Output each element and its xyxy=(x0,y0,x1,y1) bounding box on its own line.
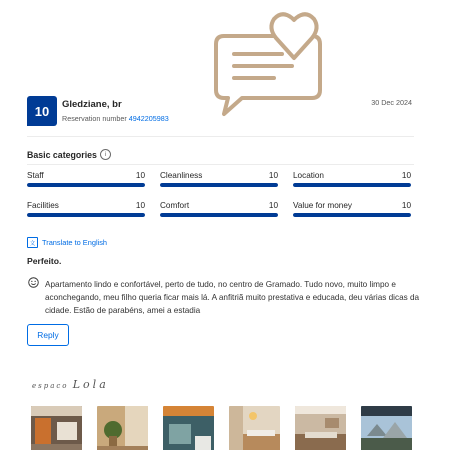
reply-button[interactable]: Reply xyxy=(27,324,69,346)
category-bar-fill xyxy=(27,213,145,217)
category-bar-fill xyxy=(293,213,411,217)
category-bar xyxy=(293,183,411,187)
translate-link[interactable] xyxy=(27,237,107,248)
category-staff xyxy=(27,171,145,187)
category-bar-fill xyxy=(293,183,411,187)
property-logo: espaco Lola xyxy=(32,378,109,391)
photo-strip xyxy=(31,406,412,450)
category-name: Location xyxy=(293,171,324,180)
category-score: 10 xyxy=(268,171,278,180)
smile-icon xyxy=(28,277,39,288)
reservation-info xyxy=(62,114,169,123)
category-facilities xyxy=(27,201,145,217)
photo-thumbnail[interactable] xyxy=(31,406,82,450)
category-score: 10 xyxy=(401,201,411,210)
review-score-badge: 10 xyxy=(27,96,57,126)
reservation-number-link[interactable]: 4942205983 xyxy=(128,114,169,123)
category-name: Comfort xyxy=(160,201,190,210)
category-cleanliness xyxy=(160,171,278,187)
category-name: Cleanliness xyxy=(160,171,203,180)
translate-label: Translate to English xyxy=(42,238,108,247)
category-bar xyxy=(293,213,411,217)
info-icon[interactable]: i xyxy=(100,149,111,160)
review-date: 30 Dec 2024 xyxy=(371,98,412,107)
category-score: 10 xyxy=(135,201,145,210)
category-name: Staff xyxy=(27,171,44,180)
category-score: 10 xyxy=(268,201,278,210)
category-name: Value for money xyxy=(293,201,353,210)
chat-heart-icon xyxy=(212,6,328,120)
photo-thumbnail[interactable] xyxy=(163,406,214,450)
divider xyxy=(27,136,414,137)
basic-categories-heading xyxy=(27,149,111,160)
photo-thumbnail[interactable] xyxy=(295,406,346,450)
reviewer-name: Gledziane, br xyxy=(62,99,122,110)
category-bar-fill xyxy=(160,183,278,187)
category-comfort xyxy=(160,201,278,217)
category-location xyxy=(293,171,411,187)
reservation-label: Reservation number xyxy=(62,114,127,123)
review-body: Apartamento lindo e confortável, perto de tudo, no centro de Gramado. Tudo novo, muito limpo e aconchegando, meu filho queria ficar mais lá. A anfitriã muito prestativa e educada, deu várias dicas da cidade. Estão de parabéns, amei a estadia xyxy=(45,280,420,316)
category-name: Facilities xyxy=(27,201,59,210)
photo-thumbnail[interactable] xyxy=(97,406,148,450)
category-score: 10 xyxy=(135,171,145,180)
category-value-for-money xyxy=(293,201,411,217)
category-bar-fill xyxy=(160,213,278,217)
category-bar xyxy=(160,213,278,217)
category-bar xyxy=(27,213,145,217)
category-bar xyxy=(160,183,278,187)
category-bar xyxy=(27,183,145,187)
category-bar-fill xyxy=(27,183,145,187)
category-score: 10 xyxy=(401,171,411,180)
translate-icon: 文 xyxy=(27,237,38,248)
photo-thumbnail[interactable] xyxy=(229,406,280,450)
basic-categories-title: Basic categories xyxy=(27,149,97,160)
photo-thumbnail[interactable] xyxy=(361,406,412,450)
review-headline: Perfeito. xyxy=(27,256,62,266)
divider xyxy=(27,164,414,165)
